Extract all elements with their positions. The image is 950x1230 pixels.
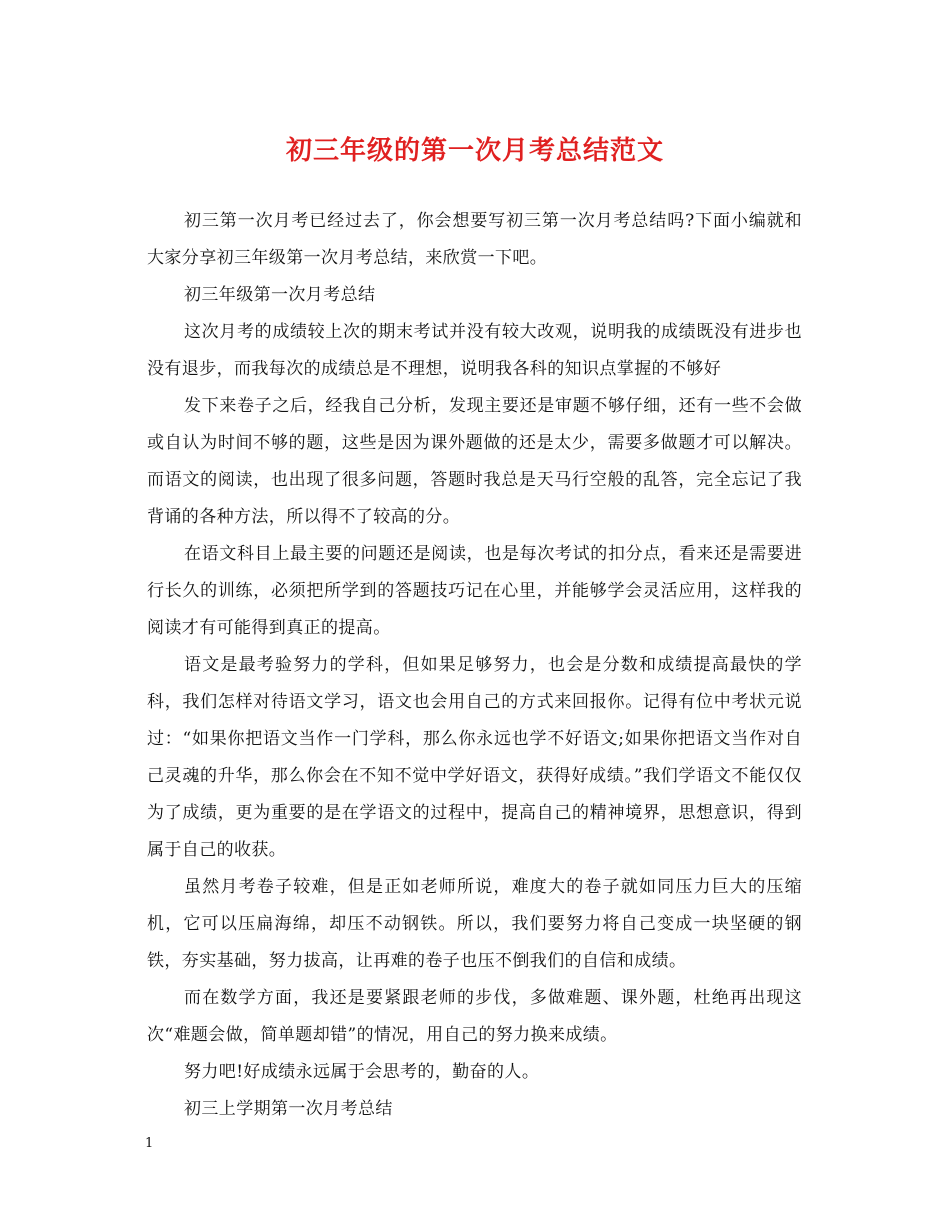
paragraph-analysis: 发下来卷子之后，经我自己分析，发现主要还是审题不够仔细，还有一些不会做或自认为时间不够的题，这些是因为课外题做的还是太少，需要多做题才可以解决。而语文的阅读，也出现了很多问题，答题时我总是天马行空般的乱答，完全忘记了我背诵的各种方法，所以得不了较高的分。 (147, 396, 802, 527)
document-body (147, 203, 802, 1128)
section-heading-first-semester: 初三上学期第一次月考总结 (184, 1099, 393, 1119)
document-title: 初三年级的第一次月考总结范文 (285, 136, 664, 166)
paragraph-intro: 初三第一次月考已经过去了，你会想要写初三第一次月考总结吗?下面小编就和大家分享初三年级第一次月考总结，来欣赏一下吧。 (147, 211, 802, 268)
paragraph-math: 而在数学方面，我还是要紧跟老师的步伐，多做难题、课外题，杜绝再出现这次“难题会做，简单题却错”的情况，用自己的努力换来成绩。 (147, 988, 802, 1045)
paragraph-results: 这次月考的成绩较上次的期末考试并没有较大改观，说明我的成绩既没有进步也没有退步，而我每次的成绩总是不理想，说明我各科的知识点掌握的不够好 (147, 322, 802, 379)
page-number: 1 (145, 1136, 154, 1151)
paragraph-exam-difficulty: 虽然月考卷子较难，但是正如老师所说，难度大的卷子就如同压力巨大的压缩机，它可以压扁海绵，却压不动钢铁。所以，我们要努力将自己变成一块坚硬的钢铁，夯实基础，努力拔高，让再难的卷子也压不倒我们的自信和成绩。 (147, 877, 802, 971)
paragraph-encouragement: 努力吧!好成绩永远属于会思考的，勤奋的人。 (184, 1062, 540, 1082)
paragraph-reading: 在语文科目上最主要的问题还是阅读，也是每次考试的扣分点，看来还是需要进行长久的训练，必须把所学到的答题技巧记在心里，并能够学会灵活应用，这样我的阅读才有可能得到真正的提高。 (147, 544, 802, 638)
paragraph-chinese: 语文是最考验努力的学科，但如果足够努力，也会是分数和成绩提高最快的学科，我们怎样对待语文学习，语文也会用自己的方式来回报你。记得有位中考状元说过：“如果你把语文当作一门学科，那么你永远也学不好语文;如果你把语文当作对自己灵魂的升华，那么你会在不知不觉中学好语文，获得好成绩。”我们学语文不能仅仅为了成绩，更为重要的是在学语文的过程中，提高自己的精神境界，思想意识，得到属于自己的收获。 (147, 655, 802, 860)
section-heading-grade-summary: 初三年级第一次月考总结 (184, 285, 376, 305)
